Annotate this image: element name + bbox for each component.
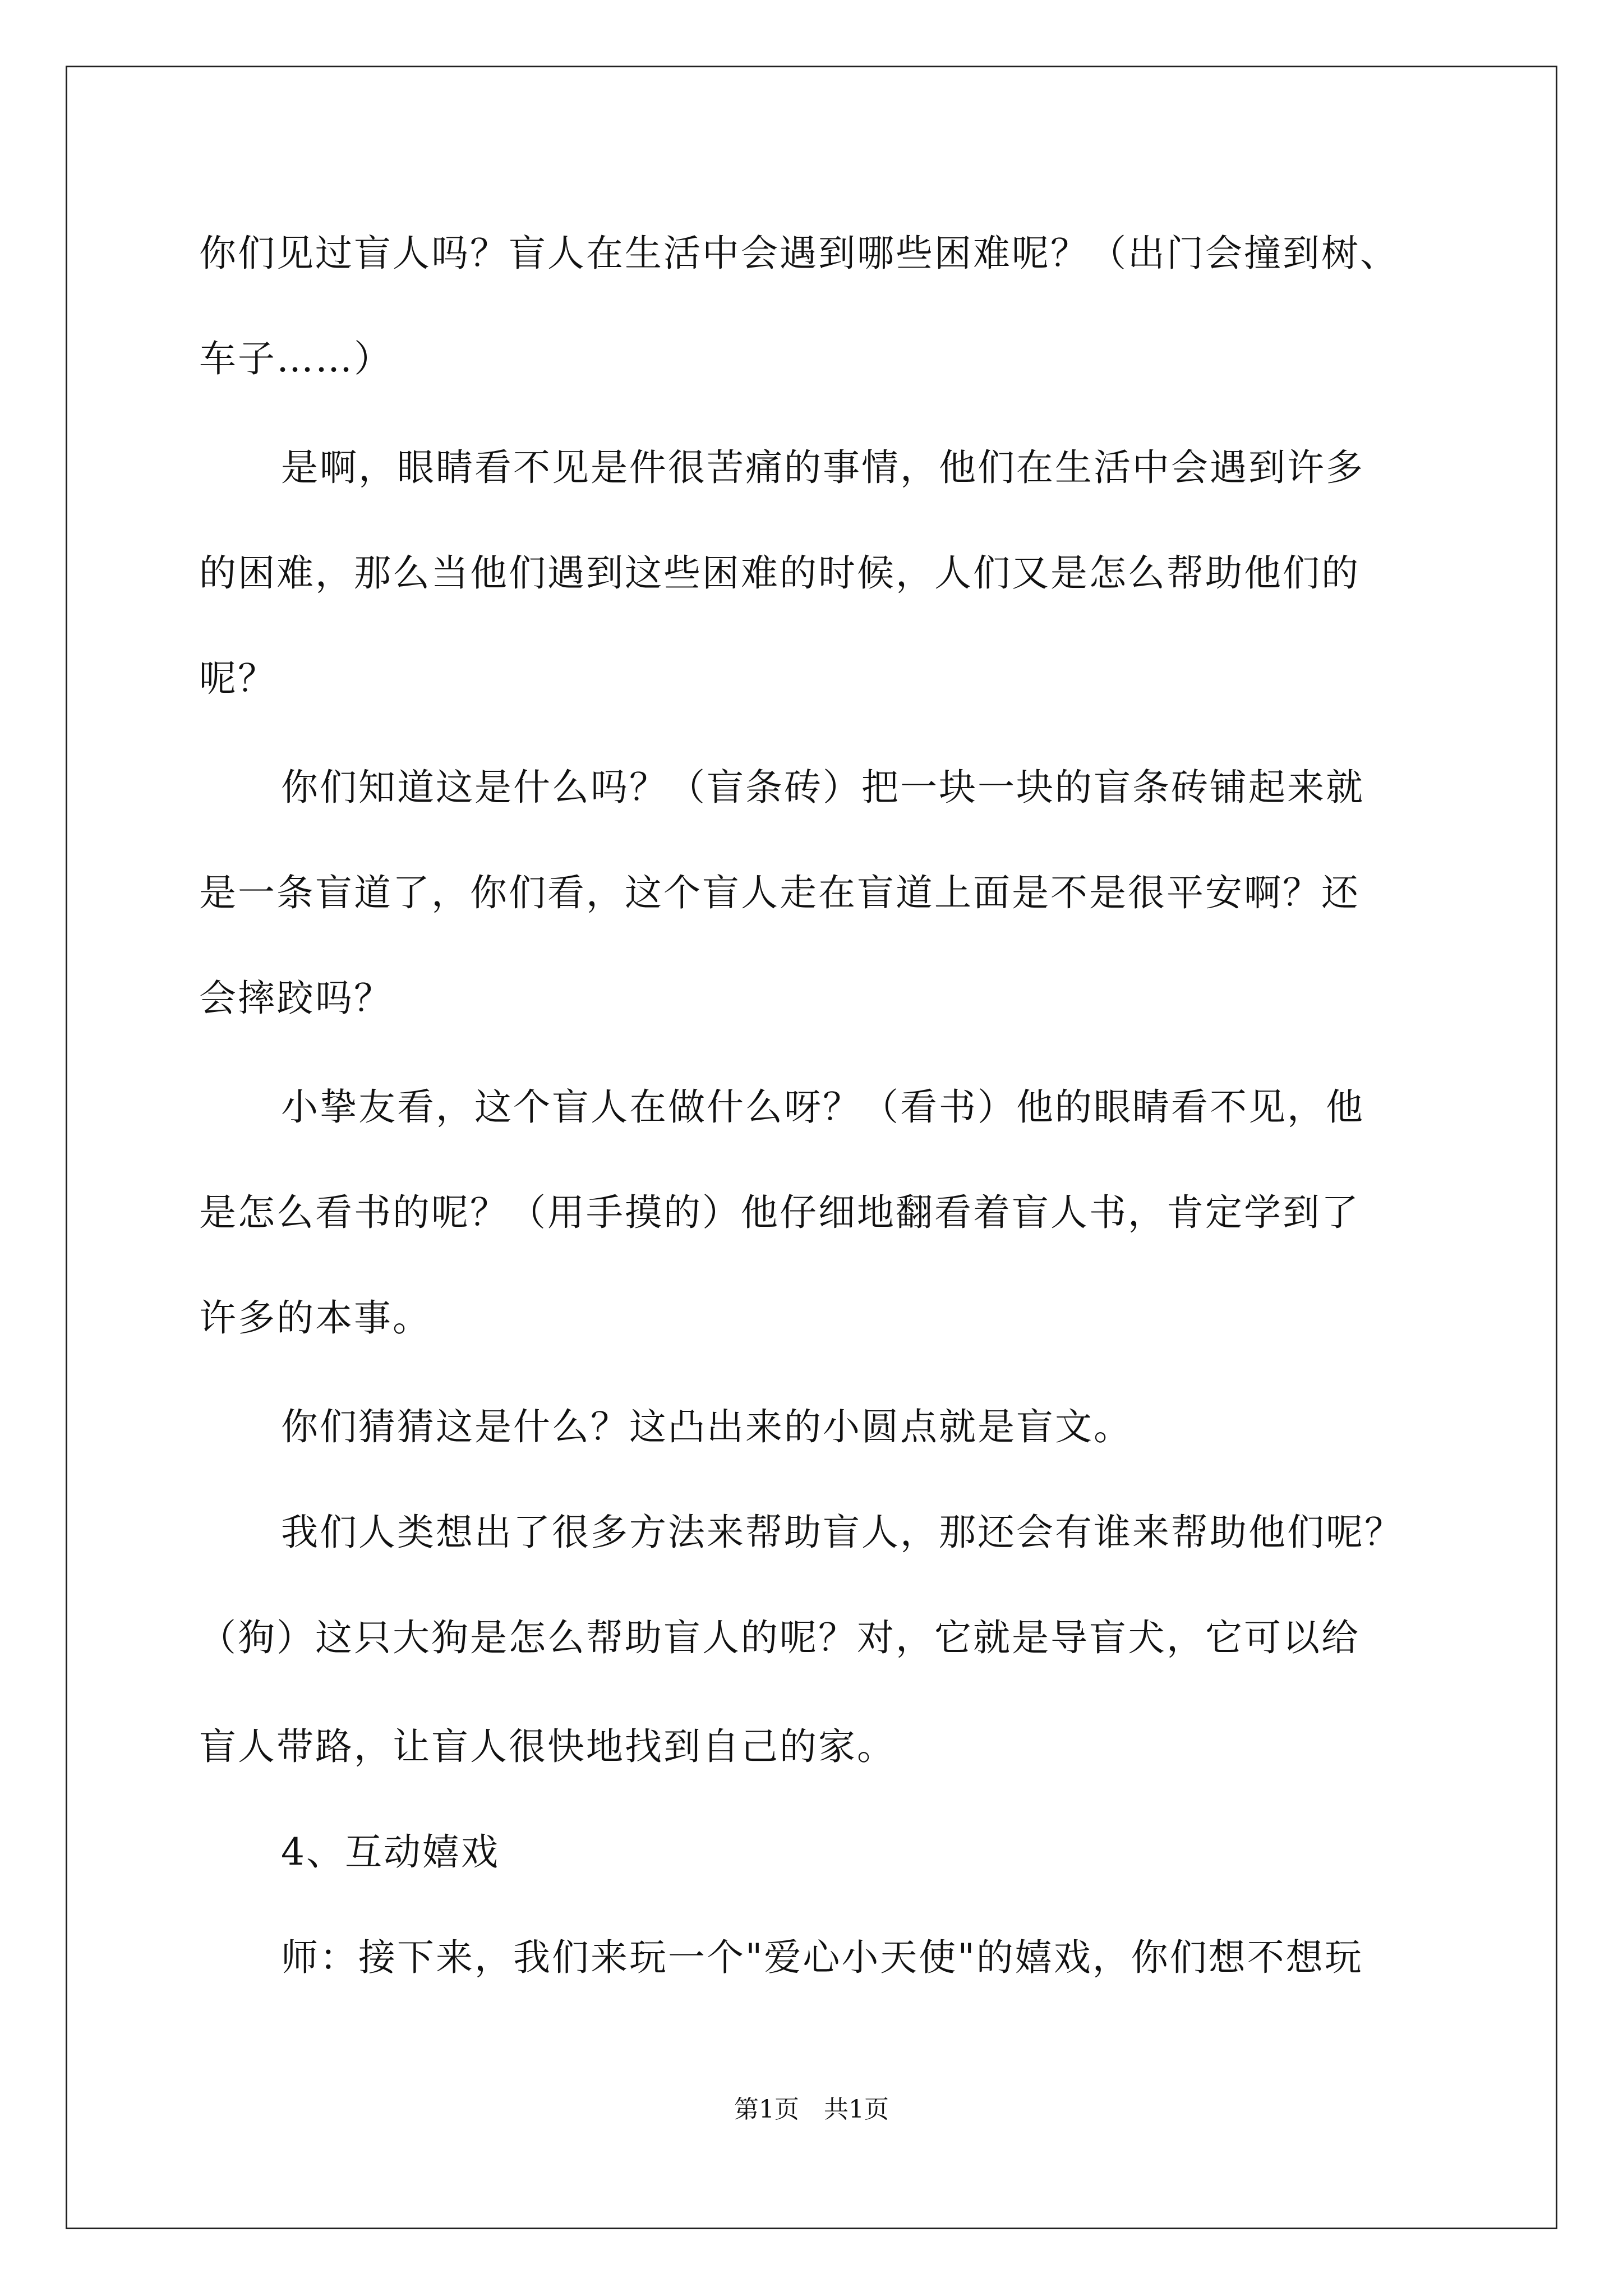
- text-line: 我们人类想出了很多方法来帮助盲人，那还会有谁来帮助他们呢？: [281, 1511, 1403, 1554]
- text-line: 是怎么看书的呢？（用手摸的）他仔细地翻看着盲人书，肯定学到了: [199, 1191, 1360, 1234]
- text-line: 小挚友看，这个盲人在做什么呀？（看书）他的眼睛看不见，他: [281, 1085, 1364, 1129]
- text-line: 你们猜猜这是什么？这凸出来的小圆点就是盲文。: [281, 1405, 1132, 1448]
- text-line: 许多的本事。: [199, 1296, 431, 1340]
- text-line: 你们见过盲人吗？盲人在生活中会遇到哪些困难呢？（出门会撞到树、: [199, 232, 1399, 275]
- text-line: 会摔跤吗？: [199, 977, 393, 1020]
- text-line: 盲人带路，让盲人很快地找到自己的家。: [199, 1725, 896, 1768]
- text-line: 是啊，眼睛看不见是件很苦痛的事情，他们在生活中会遇到许多: [281, 446, 1364, 489]
- page-footer: 第1页 共1页: [734, 2095, 889, 2124]
- text-line: 师：接下来，我们来玩一个"爱心小天使"的嬉戏，你们想不想玩: [281, 1936, 1363, 1979]
- section-heading: 4、互动嬉戏: [281, 1830, 500, 1874]
- text-line: （狗）这只大狗是怎么帮助盲人的呢？对，它就是导盲犬，它可以给: [199, 1616, 1360, 1659]
- text-line: 呢？: [199, 657, 276, 700]
- page-border: [66, 66, 1557, 2229]
- text-line: 是一条盲道了，你们看，这个盲人走在盲道上面是不是很平安啊？还: [199, 871, 1360, 914]
- text-line: 你们知道这是什么吗？（盲条砖）把一块一块的盲条砖铺起来就: [281, 766, 1364, 809]
- text-line: 的困难，那么当他们遇到这些困难的时候，人们又是怎么帮助他们的: [199, 551, 1360, 595]
- text-line: 车子……）: [199, 337, 393, 380]
